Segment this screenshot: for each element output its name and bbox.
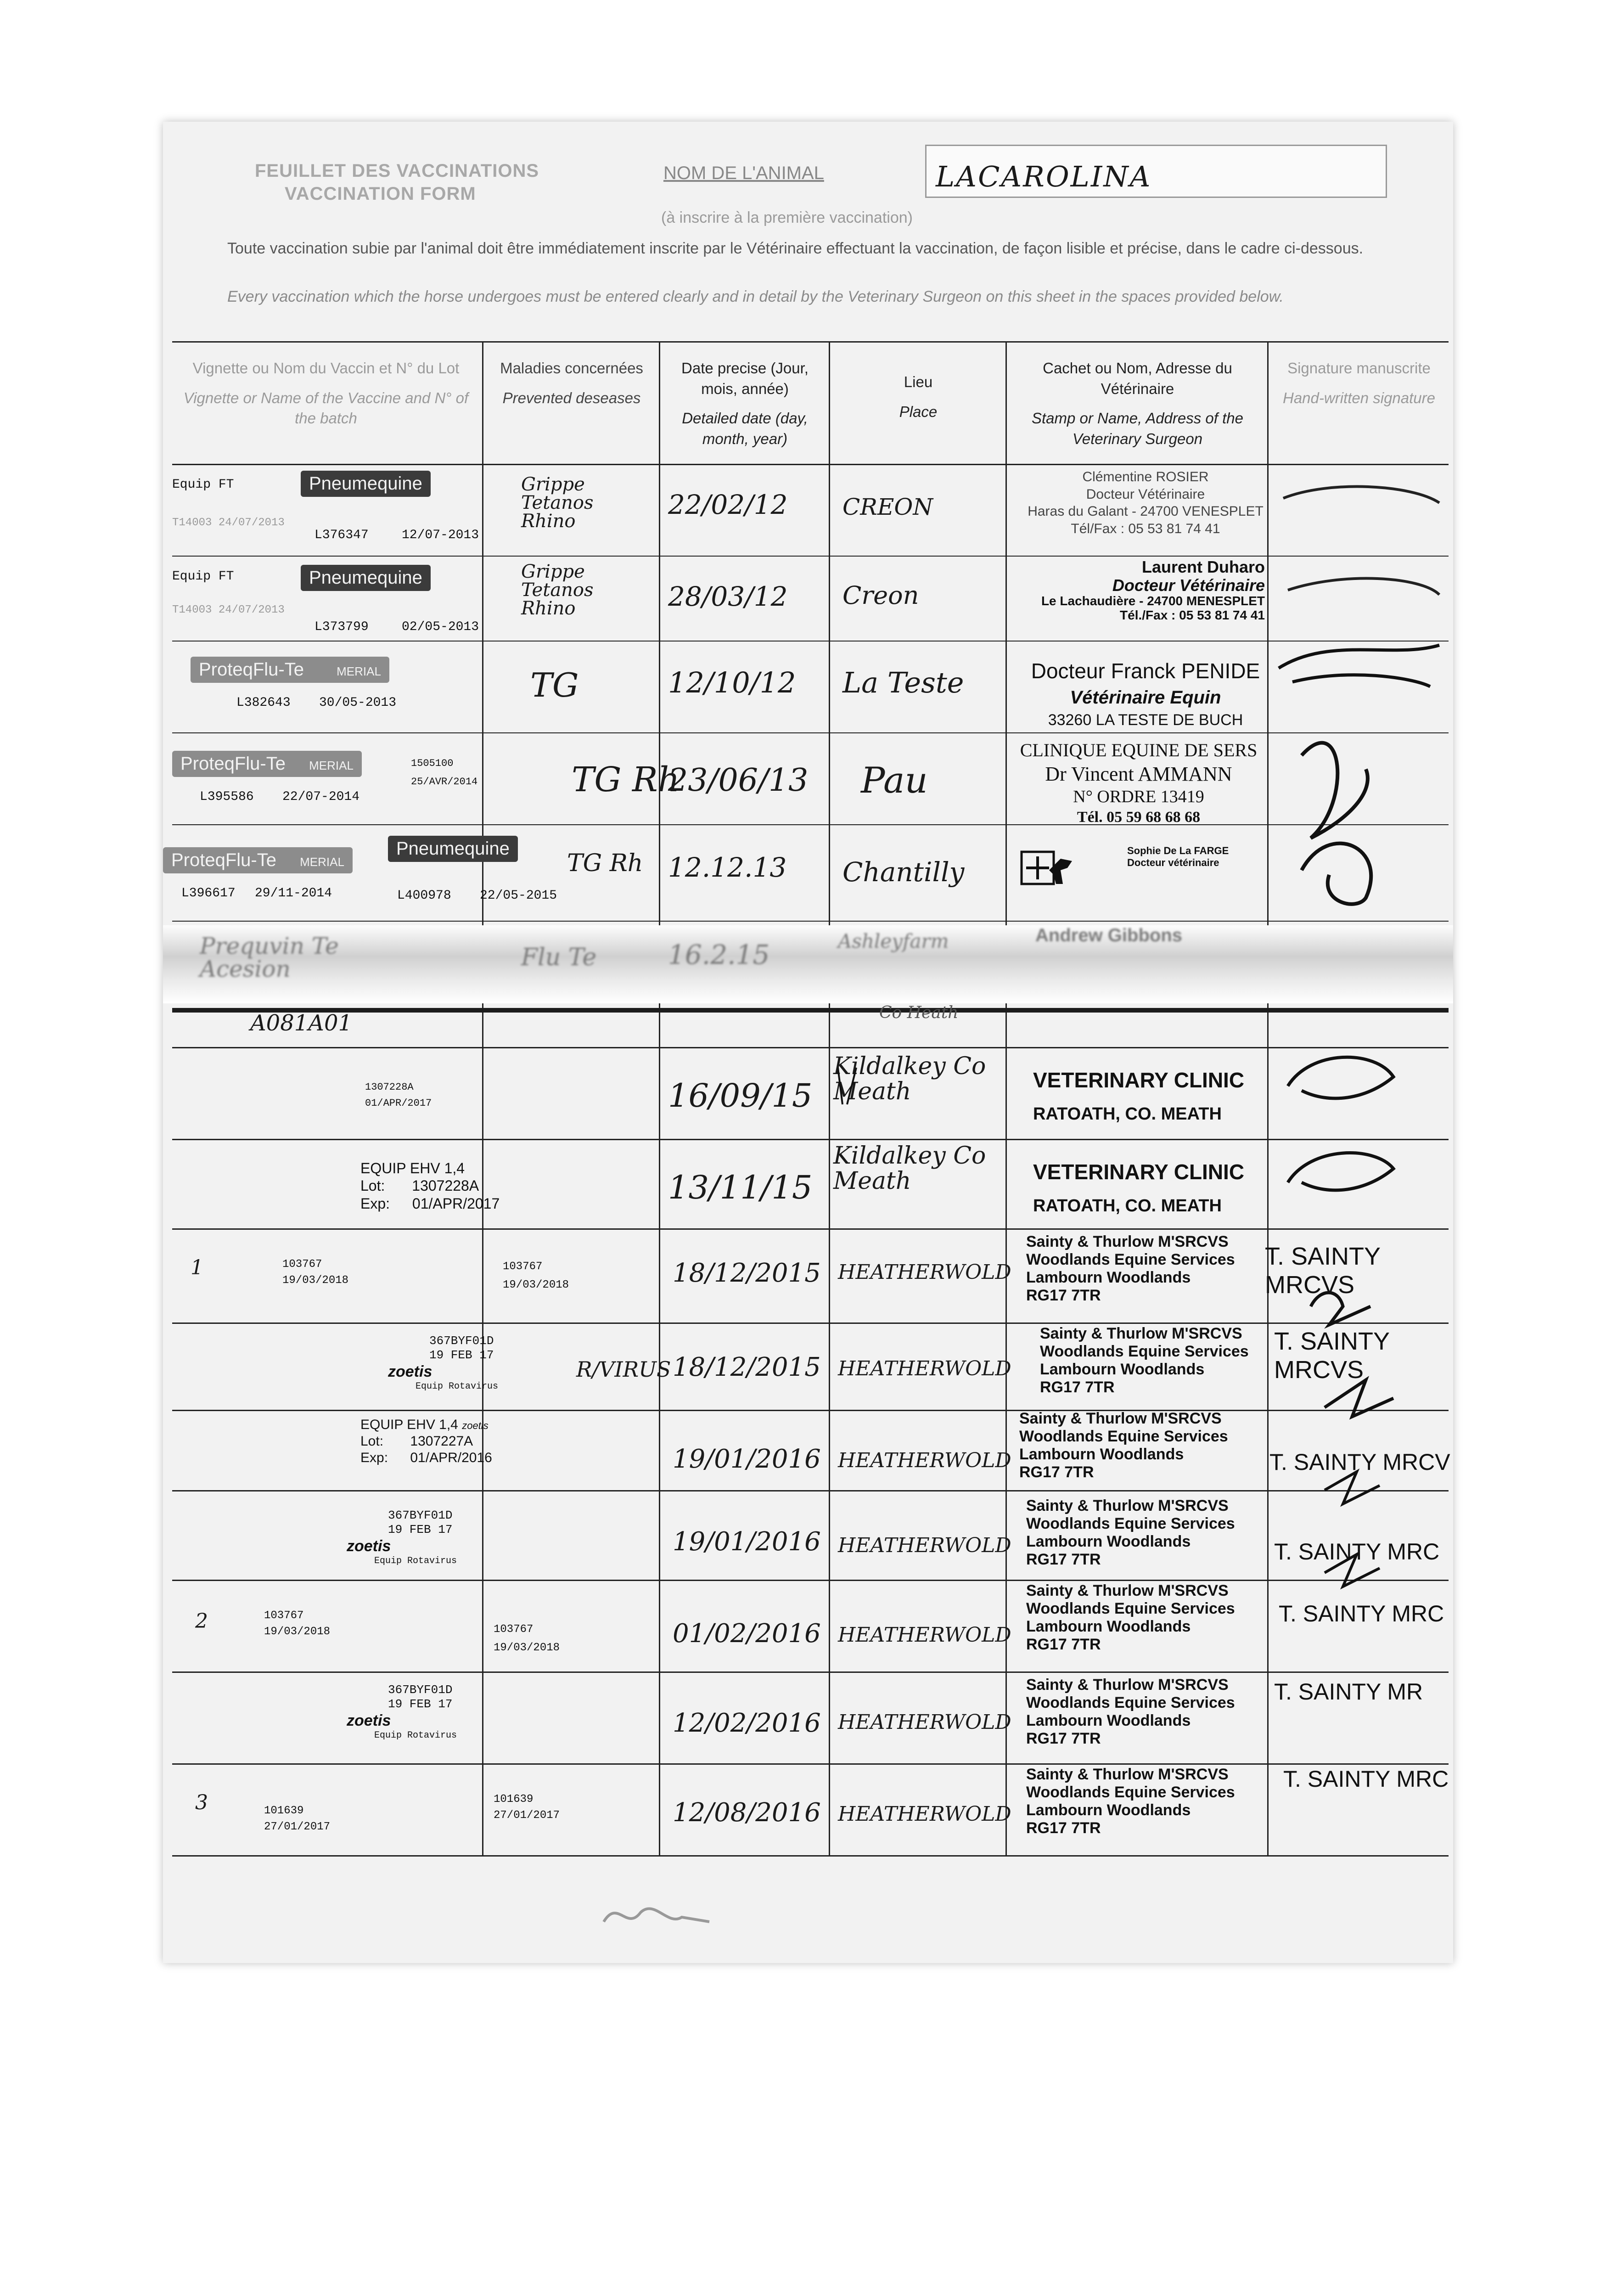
stamp-line: Docteur Franck PENIDE (1031, 659, 1260, 683)
place-scribble (829, 1049, 1008, 1224)
date-value: 19/01/2016 (673, 1444, 821, 1474)
animal-name-note: (à inscrire à la première vaccination) (661, 209, 913, 226)
stamp-line: Tél/Fax : 05 53 81 74 41 (1071, 521, 1220, 536)
row-line (172, 556, 1449, 557)
row-line (172, 641, 1449, 642)
date-value: 16/09/15 (668, 1077, 813, 1114)
fold-date: 16.2.15 (668, 939, 770, 970)
date-value: 23/06/13 (668, 762, 809, 799)
vaccine-exp: 27/01/2017 (264, 1821, 331, 1833)
vaccine-name: Equip Rotavirus (374, 1730, 457, 1741)
date-value: 18/12/2015 (673, 1258, 821, 1288)
date-value: 12/02/2016 (673, 1708, 821, 1738)
vaccine-exp: 01/APR/2016 (410, 1450, 492, 1465)
stamp-line: Woodlands Equine Services (1040, 1343, 1249, 1361)
place-value: HEATHERWOLD (838, 1623, 1011, 1647)
row-line (172, 1763, 1449, 1765)
date-value: 01/02/2016 (673, 1619, 821, 1649)
vaccine-exp: 12/07-2013 (402, 528, 479, 542)
stamp-line: Dr Vincent AMMANN (1045, 762, 1232, 785)
instruction-en: Every vaccination which the horse undergoes must be entered clearly and in detail by the Veterinary Surgeon on this sheet in the spaces provided below. (227, 288, 1284, 305)
col-header-signature-fr: Signature manuscrite (1287, 360, 1431, 377)
vaccine-label (163, 847, 353, 873)
vaccine-name: ProteqFlu-Te (180, 754, 286, 774)
vaccine-maker: zoetis (347, 1712, 391, 1730)
vaccine-lot: 1307228A (412, 1177, 479, 1194)
vet-stamp (1026, 1766, 1235, 1837)
stamp-line: Sainty & Thurlow M'SRCVS (1026, 1766, 1229, 1783)
stamp-line: Docteur Vétérinaire (1086, 486, 1205, 502)
stamp-line: Docteur vétérinaire (1127, 857, 1219, 869)
fold-place: Ashleyfarm (838, 930, 949, 952)
form-title-fr: FEUILLET DES VACCINATIONS (255, 161, 539, 181)
fold-stamp: Andrew Gibbons (1035, 925, 1182, 945)
col-divider-3 (829, 341, 830, 1025)
place-value: HEATHERWOLD (838, 1711, 1011, 1734)
equip-label: Equip FT (172, 478, 234, 492)
place-value: HEATHERWOLD (838, 1534, 1011, 1557)
row-line (172, 1855, 1449, 1857)
stamp-line: Vétérinaire Equin (1070, 687, 1221, 708)
vaccine-exp: 29/11-2014 (255, 886, 332, 900)
stamp-line: Lambourn Woodlands (1026, 1712, 1191, 1730)
place-value: HEATHERWOLD (838, 1261, 1011, 1284)
col-header-vaccine (177, 358, 475, 429)
col-header-disease-fr: Maladies concernées (500, 360, 643, 377)
row-line (172, 1671, 1449, 1673)
vaccine-lot: 1307228A (365, 1081, 414, 1093)
vet-stamp-line-2: RATOATH, CO. MEATH (1033, 1104, 1222, 1124)
col-header-date-en: Detailed date (day, month, year) (682, 410, 808, 447)
col-header-place-en: Place (899, 403, 938, 420)
row-line (172, 1410, 1449, 1411)
fold-vaccine: Prequvin Te Acesion (200, 933, 339, 982)
date-value: 12.12.13 (668, 852, 787, 883)
vaccine-exp: 30/05-2013 (319, 696, 397, 710)
vaccine-exp: 19 FEB 17 (388, 1523, 453, 1537)
disease-value: TG Rh (572, 760, 680, 799)
vet-stamp (1010, 739, 1267, 827)
disease-value: TG Rh (567, 850, 643, 877)
stamp-line: Clémentine ROSIER (1082, 469, 1209, 484)
vet-stamp (1040, 1325, 1249, 1396)
equip-label: Equip FT (172, 569, 234, 584)
col-divider-5-lower (1267, 1013, 1269, 1855)
stamp-line: Woodlands Equine Services (1026, 1251, 1235, 1269)
stamp-line: Woodlands Equine Services (1026, 1784, 1235, 1801)
stamp-line: Docteur Vétérinaire (1112, 575, 1265, 595)
vaccine-exp-row (360, 1195, 500, 1212)
place-value: Pau (861, 760, 928, 801)
vet-stamp (1026, 468, 1265, 537)
stamp-line: Sainty & Thurlow M'SRCVS (1026, 1233, 1229, 1250)
vaccine-lot: 367BYF01D (388, 1683, 453, 1697)
vaccine2-lot: 101639 (494, 1793, 534, 1806)
disease-value: TG (530, 666, 579, 704)
stamp-line: RG17 7TR (1026, 1636, 1101, 1654)
form-title-en: VACCINATION FORM (285, 184, 476, 204)
vaccine-name: EQUIP EHV 1,4 (360, 1417, 458, 1432)
equip-batch: 1505100 (411, 758, 454, 769)
col-header-date-fr: Date precise (Jour, mois, année) (681, 360, 809, 397)
place-value: CREON (842, 494, 933, 520)
fold-disease: Flu Te (521, 944, 597, 971)
place-value: HEATHERWOLD (838, 1802, 1011, 1826)
stamp-line: RG17 7TR (1026, 1819, 1101, 1837)
vet-stamp (1026, 1497, 1235, 1569)
col-divider-4 (1005, 341, 1007, 1025)
row-index: 1 (191, 1256, 203, 1279)
vaccine-maker: zoetis (388, 1363, 432, 1381)
fold-shadow-line (172, 1008, 1449, 1013)
date-value: 12/08/2016 (673, 1798, 821, 1828)
vaccine-batch: L396617 (181, 886, 236, 900)
vaccine-label (172, 751, 362, 777)
vaccine-maker: MERIAL (309, 759, 354, 772)
vaccine-maker: zoetis (347, 1537, 391, 1555)
vaccine-exp: 22/07-2014 (282, 790, 360, 804)
stamp-line: Sainty & Thurlow M'SRCVS (1026, 1676, 1229, 1694)
row-line (172, 1047, 1449, 1048)
vaccine-name: ProteqFlu-Te (171, 850, 276, 870)
col-divider-1 (482, 341, 483, 1025)
vaccine-sticker (347, 1683, 457, 1741)
vaccine-exp-row (360, 1450, 492, 1466)
vet-stamp-line-2: RATOATH, CO. MEATH (1033, 1196, 1222, 1216)
vaccine-lot: 103767 (282, 1258, 322, 1271)
stamp-text (1127, 845, 1229, 869)
stamp-line: Le Lachaudière - 24700 MENESPLET (1041, 594, 1265, 608)
vaccine-label-2: Pneumequine (388, 836, 518, 862)
col-divider-2-lower (659, 1013, 660, 1855)
stamp-line: Woodlands Equine Services (1019, 1428, 1228, 1446)
vaccine-maker: MERIAL (300, 855, 344, 869)
place-value: Kildalkey Co Meath (833, 1052, 986, 1105)
row-line (172, 1228, 1449, 1230)
place-value: La Teste (842, 666, 964, 699)
stamp-line: Tél./Fax : 05 53 81 74 41 (1120, 608, 1265, 622)
horse-stamp-icon (1017, 843, 1077, 893)
stamp-line: Lambourn Woodlands (1026, 1269, 1191, 1287)
disease-value: Grippe Tetanos Rhino (521, 474, 594, 532)
vaccine-label: Pneumequine (301, 471, 431, 497)
col-header-disease (487, 358, 657, 408)
table-top-border (172, 341, 1449, 343)
equip-batch: T14003 24/07/2013 (172, 517, 285, 529)
vaccine-lot-label: Lot: (360, 1434, 384, 1449)
col-header-place-fr: Lieu (904, 373, 933, 390)
vaccine-lot-label: Lot: (360, 1177, 385, 1194)
animal-name-value: LACAROLINA (936, 160, 1152, 193)
vaccine-batch: L382643 (236, 696, 291, 710)
vet-stamp (1026, 1676, 1235, 1748)
vaccine-name: Equip Rotavirus (374, 1556, 457, 1567)
place-value: HEATHERWOLD (838, 1357, 1011, 1380)
vet-name: T. SAINTY MRCVS (1265, 1243, 1381, 1299)
vaccine-lot: 1307227A (410, 1434, 473, 1449)
vaccine-lot-row (360, 1177, 500, 1194)
disease-value: Grippe Tetanos Rhino (521, 561, 594, 619)
vaccine-exp: 01/APR/2017 (365, 1097, 432, 1109)
col-header-signature-en: Hand-written signature (1283, 389, 1435, 406)
vaccine-name: Equip Rotavirus (416, 1381, 499, 1392)
vaccine2-exp: 19/03/2018 (503, 1279, 569, 1291)
row-line (172, 1490, 1449, 1491)
vet-name: T. SAINTY MRC (1274, 1539, 1440, 1564)
stamp-line: Sainty & Thurlow M'SRCVS (1026, 1582, 1229, 1599)
row-line (172, 1580, 1449, 1581)
vaccine-lot: 101639 (264, 1805, 304, 1817)
vet-name: T. SAINTY MR (1274, 1679, 1423, 1705)
row-line (172, 1322, 1449, 1324)
col-divider-5 (1267, 341, 1269, 1025)
stamp-line: Lambourn Woodlands (1019, 1446, 1184, 1463)
stamp-line: 33260 LA TESTE DE BUCH (1048, 711, 1243, 729)
vaccine2-exp: 19/03/2018 (494, 1642, 560, 1654)
vet-stamp (1026, 1582, 1235, 1654)
fold-vaccine-2: A081A01 (250, 1010, 353, 1036)
col-header-disease-en: Prevented deseases (502, 389, 641, 406)
col-header-vet-en: Stamp or Name, Address of the Veterinary Surgeon (1032, 410, 1243, 447)
vaccine-sticker (360, 1417, 492, 1466)
stamp-line: RG17 7TR (1019, 1463, 1094, 1481)
vet-stamp (1026, 1233, 1235, 1305)
stamp-line: Lambourn Woodlands (1026, 1801, 1191, 1819)
vaccine-lot: 103767 (264, 1609, 304, 1622)
stamp-line: Lambourn Woodlands (1026, 1533, 1191, 1551)
vaccine-exp: 19 FEB 17 (429, 1348, 494, 1362)
date-value: 13/11/15 (668, 1169, 813, 1206)
vaccine2-exp: 27/01/2017 (494, 1809, 560, 1822)
vaccine-exp: 19/03/2018 (264, 1626, 331, 1638)
stamp-line: Tél. 05 59 68 68 68 (1077, 808, 1201, 826)
vaccine-name: EQUIP EHV 1,4 (360, 1160, 465, 1176)
stamp-line: Sophie De La FARGE (1127, 845, 1229, 856)
scanned-vaccination-form (163, 122, 1453, 1963)
col-header-signature (1272, 358, 1446, 408)
stamp-line: Woodlands Equine Services (1026, 1694, 1235, 1712)
vaccine-exp-label: Exp: (360, 1195, 390, 1212)
vaccine-batch: L395586 (200, 790, 254, 804)
vaccine-lot: 367BYF01D (388, 1508, 453, 1522)
equip-exp: 25/AVR/2014 (411, 776, 478, 788)
animal-name-box (925, 145, 1387, 198)
header-bottom-border (172, 464, 1449, 465)
stamp-line: Sainty & Thurlow M'SRCVS (1026, 1497, 1229, 1514)
stamp-line: Laurent Duharo (1141, 557, 1265, 576)
vaccine-exp: 02/05-2013 (402, 620, 479, 634)
vaccine-exp: 01/APR/2017 (412, 1195, 500, 1212)
vaccine-lot: 367BYF01D (429, 1334, 494, 1348)
vaccine-batch-2: L400978 (397, 889, 451, 903)
col-divider-2 (659, 341, 660, 1025)
stamp-line: Haras du Galant - 24700 VENESPLET (1028, 504, 1264, 519)
place-value: HEATHERWOLD (838, 1449, 1011, 1472)
date-value: 12/10/12 (668, 666, 796, 699)
vet-stamp (1026, 558, 1265, 623)
vet-stamp (1019, 1410, 1228, 1481)
vet-name: T. SAINTY MRC (1279, 1601, 1444, 1626)
stamp-line: RG17 7TR (1040, 1379, 1115, 1396)
disease-value: R/VIRUS (576, 1357, 671, 1382)
date-value: 19/01/2016 (673, 1527, 821, 1557)
date-value: 28/03/12 (668, 581, 788, 612)
place-value: Creon (842, 581, 919, 610)
fold-place-2: Co Heath (879, 1003, 959, 1022)
stamp-line: N° ORDRE 13419 (1073, 787, 1204, 807)
vaccine-exp: 19/03/2018 (282, 1274, 349, 1287)
signature-column-upper (1274, 471, 1449, 912)
vaccine-exp-2: 22/05-2015 (480, 889, 557, 903)
vaccine-name-row (360, 1417, 492, 1433)
vet-stamp-line-1: VETERINARY CLINIC (1033, 1160, 1245, 1184)
animal-name-label: NOM DE L'ANIMAL (663, 163, 824, 183)
date-value: 18/12/2015 (673, 1352, 821, 1382)
row-line (172, 921, 1449, 922)
vaccine-lot-row (360, 1433, 492, 1450)
vaccine-name: ProteqFlu-Te (199, 659, 304, 680)
vaccine-exp: 19 FEB 17 (388, 1697, 453, 1711)
vaccine2-lot: 103767 (503, 1261, 543, 1273)
stamp-line: RG17 7TR (1026, 1551, 1101, 1569)
bottom-scribble (599, 1894, 719, 1936)
col-header-date (663, 358, 826, 449)
row-index: 2 (195, 1609, 208, 1633)
row-index: 3 (195, 1791, 208, 1814)
stamp-line: Lambourn Woodlands (1040, 1361, 1205, 1379)
date-value: 22/02/12 (668, 489, 788, 520)
instruction-fr: Toute vaccination subie par l'animal doit être immédiatement inscrite par le Vétérinaire effectuant la vaccination, de façon lisible et précise, dans le cadre ci-dessous. (227, 240, 1364, 257)
vet-name: T. SAINTY MRC (1283, 1766, 1449, 1792)
row-line (172, 732, 1449, 733)
equip-batch: T14003 24/07/2013 (172, 604, 285, 616)
row-line (172, 1139, 1449, 1140)
col-header-vaccine-en: Vignette or Name of the Vaccine and N° of the batch (183, 389, 469, 427)
signature-column-lower (1274, 1031, 1449, 1857)
stamp-line: Woodlands Equine Services (1026, 1515, 1235, 1533)
stamp-line: Woodlands Equine Services (1026, 1600, 1235, 1618)
stamp-line: RG17 7TR (1026, 1730, 1101, 1748)
vaccine-label (191, 657, 389, 683)
vaccine-exp-label: Exp: (360, 1450, 388, 1465)
col-header-place (833, 372, 1003, 422)
stamp-line: RG17 7TR (1026, 1287, 1101, 1305)
col-header-vaccine-fr: Vignette ou Nom du Vaccin et N° du Lot (192, 360, 460, 377)
vaccine2-lot: 103767 (494, 1623, 534, 1636)
stamp-line: CLINIQUE EQUINE DE SERS (1020, 740, 1258, 760)
vaccine-batch: L373799 (314, 620, 369, 634)
stamp-line: Sainty & Thurlow M'SRCVS (1019, 1410, 1222, 1427)
stamp-line: Sainty & Thurlow M'SRCVS (1040, 1325, 1242, 1342)
vaccine-label: Pneumequine (301, 565, 431, 591)
vet-name: T. SAINTY MRCV (1269, 1449, 1450, 1475)
vaccine-maker: zoetis (462, 1420, 489, 1431)
vet-name: T. SAINTY MRCVS (1274, 1328, 1390, 1384)
stamp-line: Lambourn Woodlands (1026, 1618, 1191, 1636)
vaccine-sticker (360, 1159, 500, 1212)
place-value: Kildalkey Co Meath (833, 1142, 986, 1195)
vaccine-sticker (388, 1334, 498, 1392)
vaccine-sticker (347, 1508, 457, 1567)
vet-stamp-line-1: VETERINARY CLINIC (1033, 1068, 1245, 1092)
col-header-vet (1010, 358, 1265, 449)
vet-stamp (1026, 657, 1265, 731)
vaccine-batch: L376347 (314, 528, 369, 542)
vaccine-maker: MERIAL (337, 664, 381, 678)
col-header-vet-fr: Cachet ou Nom, Adresse du Vétérinaire (1043, 360, 1232, 397)
place-value: Chantilly (842, 856, 965, 888)
